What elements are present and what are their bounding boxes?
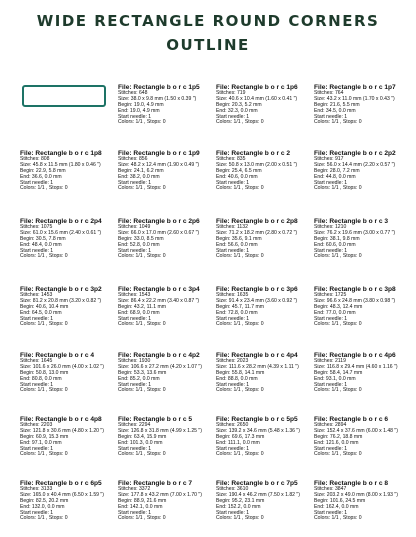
design-begin: Begin: 82.5, 20.2 mm <box>20 498 69 504</box>
design-begin: Begin: 30.5, 7.8 mm <box>20 236 66 242</box>
design-needle: Start needle: 1 <box>20 179 54 186</box>
design-colors: Colors: 1/1 , Stops: 0 <box>20 387 68 394</box>
design-size: Size: 111.6 x 28.2 mm (4.39 x 1.11 ") <box>216 364 299 371</box>
design-stitches: Stitches: 764 <box>314 90 344 97</box>
design-colors: Colors: 1/1 , Stops: 0 <box>20 253 68 260</box>
design-stitches: Stitches: 2294 <box>118 422 151 429</box>
design-size: Size: 91.4 x 23.4 mm (3.60 x 0.92 ") <box>216 298 298 305</box>
design-needle: Start needle: 1 <box>216 445 250 452</box>
design-colors: Colors: 1/1 , Stops: 0 <box>216 185 264 192</box>
design-file-name: File: Rectangle b o r c 4p6 <box>314 352 396 359</box>
design-needle: Start needle: 1 <box>314 113 348 120</box>
design-end: End: 44.8, 0.0 mm <box>314 173 356 180</box>
design-needle: Start needle: 1 <box>314 509 348 516</box>
design-begin: Begin: 20.3, 5.2 mm <box>216 102 262 108</box>
design-begin: Begin: 63.4, 15.9 mm <box>118 434 167 440</box>
design-size: Size: 43.2 x 11.0 mm (1.70 x 0.43 ") <box>314 96 395 103</box>
design-file-name: File: Rectangle b o r c 1p9 <box>118 150 200 157</box>
design-file-name: File: Rectangle b o r c 2p4 <box>20 218 102 225</box>
design-colors: Colors: 1/1 , Stops: 0 <box>216 387 264 394</box>
design-begin: Begin: 95.2, 23.1 mm <box>216 498 265 504</box>
design-stitches: Stitches: 648 <box>118 90 148 97</box>
design-needle: Start needle: 1 <box>216 179 250 186</box>
design-needle: Start needle: 1 <box>216 113 250 120</box>
design-stitches: Stitches: 1132 <box>216 224 248 231</box>
design-colors: Colors: 1/1 , Stops: 0 <box>216 253 264 260</box>
design-colors: Colors: 1/1 , Stops: 0 <box>20 451 68 458</box>
design-size: Size: 96.6 x 24.8 mm (3.80 x 0.98 ") <box>314 298 396 305</box>
design-file-name: File: Rectangle b o r c 4 <box>20 352 95 359</box>
design-file-name: File: Rectangle b o r c 1p8 <box>20 150 102 157</box>
design-info <box>314 286 396 328</box>
design-begin: Begin: 55.8, 14.1 mm <box>216 370 265 376</box>
design-needle: Start needle: 1 <box>20 445 54 452</box>
design-info <box>216 150 297 192</box>
design-size: Size: 38.0 x 9.8 mm (1.50 x 0.39 ") <box>118 96 197 103</box>
design-info <box>314 480 398 522</box>
design-file-name: File: Rectangle b o r c 3p4 <box>118 286 200 293</box>
design-end: End: 162.4, 0.0 mm <box>314 503 359 510</box>
design-needle: Start needle: 1 <box>216 509 250 516</box>
design-end: End: 72.8, 0.0 mm <box>216 309 258 316</box>
design-end: End: 19.0, 4.9 mm <box>118 107 160 114</box>
design-file-name: File: Rectangle b o r c 2 <box>216 150 291 157</box>
design-size: Size: 203.2 x 49.0 mm (8.00 x 1.93 ") <box>314 492 398 499</box>
design-stitches: Stitches: 1210 <box>314 224 347 231</box>
design-info <box>20 218 102 260</box>
design-file-name: File: Rectangle b o r c 3p6 <box>216 286 298 293</box>
design-stitches: Stitches: 917 <box>314 156 344 163</box>
design-size: Size: 48.2 x 12.4 mm (1.90 x 0.49 ") <box>118 162 200 169</box>
design-colors: Colors: 1/1 , Stops: 0 <box>314 119 362 126</box>
design-begin: Begin: 60.9, 15.3 mm <box>20 434 69 440</box>
design-stitches: Stitches: 2650 <box>216 422 249 429</box>
design-end: End: 132.0, 0.0 mm <box>20 503 65 510</box>
design-colors: Colors: 1/1 , Stops: 0 <box>314 185 362 192</box>
design-end: End: 111.1, 0.0 mm <box>216 439 260 446</box>
design-needle: Start needle: 1 <box>314 381 348 388</box>
design-size: Size: 177.8 x 43.2 mm (7.00 x 1.70 ") <box>118 492 202 499</box>
design-size: Size: 165.0 x 40.4 mm (6.50 x 1.59 ") <box>20 492 104 499</box>
design-end: End: 121.6, 0.0 mm <box>314 439 359 446</box>
design-file-name: File: Rectangle b o r c 4p8 <box>20 416 102 423</box>
design-colors: Colors: 1/1 , Stops: 0 <box>20 515 68 522</box>
design-stitches: Stitches: 2023 <box>216 358 249 365</box>
design-colors: Colors: 1/1 , Stops: 0 <box>314 451 362 458</box>
design-needle: Start needle: 1 <box>216 381 250 388</box>
design-colors: Colors: 1/1 , Stops: 0 <box>314 321 362 328</box>
design-info <box>20 150 102 192</box>
design-end: End: 101.3, 0.0 mm <box>118 439 163 446</box>
design-colors: Colors: 1/1 , Stops: 0 <box>118 119 166 126</box>
page-title: WIDE RECTANGLE ROUND CORNERS <box>36 12 380 30</box>
design-needle: Start needle: 1 <box>314 315 348 322</box>
design-size: Size: 56.0 x 14.4 mm (2.20 x 0.57 ") <box>314 162 396 169</box>
design-colors: Colors: 1/1 , Stops: 0 <box>314 515 362 522</box>
design-begin: Begin: 69.6, 17.3 mm <box>216 434 265 440</box>
design-end: End: 152.2, 0.0 mm <box>216 503 261 510</box>
design-stitches: Stitches: 1543 <box>118 292 151 299</box>
design-needle: Start needle: 1 <box>118 247 152 254</box>
design-size: Size: 45.8 x 11.5 mm (1.80 x 0.46 ") <box>20 162 101 169</box>
design-stitches: Stitches: 1725 <box>314 292 347 299</box>
design-size: Size: 81.2 x 20.8 mm (3.20 x 0.82 ") <box>20 298 102 305</box>
design-needle: Start needle: 1 <box>118 113 152 120</box>
design-stitches: Stitches: 835 <box>216 156 246 163</box>
design-info <box>20 480 104 522</box>
design-file-name: File: Rectangle b o r c 4p2 <box>118 352 200 359</box>
design-begin: Begin: 50.8, 13.0 mm <box>20 370 69 376</box>
design-file-name: File: Rectangle b o r c 2p2 <box>314 150 396 157</box>
design-file-name: File: Rectangle b o r c 6p5 <box>20 480 102 487</box>
design-file-name: File: Rectangle b o r c 6 <box>314 416 389 423</box>
design-colors: Colors: 1/1 , Stops: 0 <box>216 451 264 458</box>
design-colors: Colors: 1/1 , Stops: 0 <box>216 321 264 328</box>
design-end: End: 97.1, 0.0 mm <box>20 439 62 446</box>
design-stitches: Stitches: 3847 <box>314 486 347 493</box>
design-needle: Start needle: 1 <box>20 315 54 322</box>
design-begin: Begin: 40.6, 10.4 mm <box>20 304 69 310</box>
design-file-name: File: Rectangle b o r c 1p7 <box>314 84 396 91</box>
design-needle: Start needle: 1 <box>118 381 152 388</box>
design-info <box>216 286 298 328</box>
design-file-name: File: Rectangle b o r c 1p5 <box>118 84 200 91</box>
design-end: End: 36.6, 0.0 mm <box>20 173 62 180</box>
design-end: End: 93.1, 0.0 mm <box>314 375 356 382</box>
design-stitches: Stitches: 808 <box>20 156 50 163</box>
design-info <box>314 218 395 260</box>
design-info <box>118 218 200 260</box>
design-end: End: 85.2, 0.0 mm <box>118 375 160 382</box>
design-needle: Start needle: 1 <box>118 509 152 516</box>
design-file-name: File: Rectangle b o r c 1p6 <box>216 84 298 91</box>
design-info <box>20 352 104 394</box>
design-end: End: 80.8, 0.0 mm <box>20 375 62 382</box>
design-stitches: Stitches: 1930 <box>118 358 151 365</box>
design-begin: Begin: 43.2, 11.1 mm <box>118 304 167 310</box>
design-info <box>20 286 102 328</box>
design-begin: Begin: 53.3, 13.6 mm <box>118 370 167 376</box>
design-begin: Begin: 21.6, 5.5 mm <box>314 102 360 108</box>
design-info <box>216 218 298 260</box>
design-file-name: File: Rectangle b o r c 4p4 <box>216 352 298 359</box>
design-file-name: File: Rectangle b o r c 5 <box>118 416 193 423</box>
design-needle: Start needle: 1 <box>216 315 250 322</box>
design-colors: Colors: 1/1 , Stops: 0 <box>118 387 166 394</box>
design-file-name: File: Rectangle b o r c 2p8 <box>216 218 298 225</box>
design-colors: Colors: 1/1 , Stops: 0 <box>118 515 166 522</box>
design-needle: Start needle: 1 <box>314 179 348 186</box>
design-stitches: Stitches: 1453 <box>20 292 53 299</box>
design-info <box>118 84 200 126</box>
design-size: Size: 139.2 x 34.6 mm (5.48 x 1.36 ") <box>216 428 300 435</box>
design-size: Size: 101.6 x 26.0 mm (4.00 x 1.02 ") <box>20 364 104 371</box>
page-subtitle: OUTLINE <box>166 36 250 54</box>
design-colors: Colors: 1/1 , Stops: 0 <box>118 185 166 192</box>
design-needle: Start needle: 1 <box>216 247 250 254</box>
design-size: Size: 76.2 x 19.6 mm (3.00 x 0.77 ") <box>314 230 396 237</box>
design-info <box>216 480 300 522</box>
design-begin: Begin: 48.3, 12.4 mm <box>314 304 363 310</box>
design-begin: Begin: 38.1, 9.8 mm <box>314 236 360 242</box>
design-info <box>20 416 104 458</box>
design-begin: Begin: 24.1, 6.2 mm <box>118 168 164 174</box>
design-colors: Colors: 1/1 , Stops: 0 <box>118 253 166 260</box>
design-size: Size: 126.8 x 31.8 mm (4.99 x 1.25 ") <box>118 428 202 435</box>
design-info <box>118 416 202 458</box>
design-needle: Start needle: 1 <box>314 445 348 452</box>
design-info <box>216 352 299 394</box>
design-needle: Start needle: 1 <box>314 247 348 254</box>
design-colors: Colors: 1/1 , Stops: 0 <box>314 387 362 394</box>
design-begin: Begin: 76.2, 18.8 mm <box>314 434 363 440</box>
rectangle-preview <box>22 85 106 107</box>
design-begin: Begin: 35.6, 9.1 mm <box>216 236 262 242</box>
design-stitches: Stitches: 2119 <box>314 358 346 365</box>
design-info <box>118 150 200 192</box>
design-stitches: Stitches: 3372 <box>118 486 151 493</box>
design-begin: Begin: 25.4, 6.5 mm <box>216 168 262 174</box>
design-end: End: 64.5, 0.0 mm <box>20 309 62 316</box>
design-info <box>314 84 396 126</box>
design-size: Size: 86.4 x 22.2 mm (3.40 x 0.87 ") <box>118 298 200 305</box>
design-size: Size: 66.0 x 17.0 mm (2.60 x 0.67 ") <box>118 230 200 237</box>
design-info <box>118 352 202 394</box>
design-end: End: 32.3, 0.0 mm <box>216 107 258 114</box>
design-stitches: Stitches: 856 <box>118 156 148 163</box>
design-needle: Start needle: 1 <box>118 179 152 186</box>
design-size: Size: 190.4 x 46.2 mm (7.50 x 1.82 ") <box>216 492 300 499</box>
design-size: Size: 106.6 x 27.2 mm (4.20 x 1.07 ") <box>118 364 202 371</box>
design-info <box>118 286 200 328</box>
design-colors: Colors: 1/1 , Stops: 0 <box>216 119 264 126</box>
design-end: End: 68.9, 0.0 mm <box>118 309 160 316</box>
design-stitches: Stitches: 1049 <box>118 224 151 231</box>
design-needle: Start needle: 1 <box>20 509 54 516</box>
design-file-name: File: Rectangle b o r c 3p2 <box>20 286 102 293</box>
design-end: End: 38.2, 0.0 mm <box>118 173 160 180</box>
design-end: End: 56.6, 0.0 mm <box>216 241 258 248</box>
design-begin: Begin: 101.6, 24.5 mm <box>314 498 366 504</box>
design-end: End: 52.8, 0.0 mm <box>118 241 160 248</box>
design-size: Size: 50.8 x 13.0 mm (2.00 x 0.51 ") <box>216 162 298 169</box>
design-size: Size: 61.0 x 15.6 mm (2.40 x 0.61 ") <box>20 230 102 237</box>
design-stitches: Stitches: 3610 <box>216 486 249 493</box>
design-info <box>216 416 300 458</box>
design-info <box>314 416 398 458</box>
design-size: Size: 40.6 x 10.4 mm (1.60 x 0.41 ") <box>216 96 298 103</box>
design-info <box>314 150 396 192</box>
design-file-name: File: Rectangle b o r c 3p8 <box>314 286 396 293</box>
design-colors: Colors: 1/1 , Stops: 0 <box>20 185 68 192</box>
design-begin: Begin: 28.0, 7.2 mm <box>314 168 360 174</box>
design-colors: Colors: 1/1 , Stops: 0 <box>216 515 264 522</box>
design-stitches: Stitches: 1635 <box>216 292 249 299</box>
design-file-name: File: Rectangle b o r c 7 <box>118 480 193 487</box>
design-needle: Start needle: 1 <box>20 247 54 254</box>
design-file-name: File: Rectangle b o r c 8 <box>314 480 389 487</box>
design-needle: Start needle: 1 <box>20 381 54 388</box>
design-info <box>118 480 202 522</box>
design-file-name: File: Rectangle b o r c 5p5 <box>216 416 298 423</box>
design-stitches: Stitches: 1645 <box>20 358 53 365</box>
design-begin: Begin: 19.0, 4.9 mm <box>118 102 164 108</box>
design-end: End: 34.5, 0.0 mm <box>314 107 356 114</box>
design-begin: Begin: 22.9, 5.8 mm <box>20 168 66 174</box>
design-info <box>314 352 398 394</box>
design-needle: Start needle: 1 <box>118 445 152 452</box>
design-end: End: 88.8, 0.0 mm <box>216 375 258 382</box>
design-end: End: 60.6, 0.0 mm <box>314 241 356 248</box>
design-stitches: Stitches: 719 <box>216 90 246 97</box>
design-stitches: Stitches: 2203 <box>20 422 53 429</box>
design-info <box>216 84 298 126</box>
design-end: End: 142.1, 0.0 mm <box>118 503 163 510</box>
design-size: Size: 152.4 x 37.6 mm (6.00 x 1.48 ") <box>314 428 398 435</box>
design-size: Size: 116.8 x 29.4 mm (4.60 x 1.16 ") <box>314 364 398 371</box>
design-end: End: 48.4, 0.0 mm <box>20 241 62 248</box>
design-file-name: File: Rectangle b o r c 7p5 <box>216 480 298 487</box>
design-end: End: 77.0, 0.0 mm <box>314 309 356 316</box>
design-file-name: File: Rectangle b o r c 2p6 <box>118 218 200 225</box>
design-colors: Colors: 1/1 , Stops: 0 <box>314 253 362 260</box>
design-colors: Colors: 1/1 , Stops: 0 <box>118 451 166 458</box>
design-begin: Begin: 58.4, 14.7 mm <box>314 370 363 376</box>
design-file-name: File: Rectangle b o r c 3 <box>314 218 389 225</box>
design-end: End: 40.6, 0.0 mm <box>216 173 258 180</box>
design-stitches: Stitches: 2894 <box>314 422 347 429</box>
design-stitches: Stitches: 3133 <box>20 486 53 493</box>
design-begin: Begin: 33.0, 8.5 mm <box>118 236 164 242</box>
design-begin: Begin: 45.7, 11.7 mm <box>216 304 265 310</box>
design-stitches: Stitches: 1075 <box>20 224 53 231</box>
design-colors: Colors: 1/1 , Stops: 0 <box>118 321 166 328</box>
design-needle: Start needle: 1 <box>118 315 152 322</box>
design-size: Size: 71.2 x 18.2 mm (2.80 x 0.72 ") <box>216 230 298 237</box>
design-begin: Begin: 88.9, 21.6 mm <box>118 498 167 504</box>
design-colors: Colors: 1/1 , Stops: 0 <box>20 321 68 328</box>
design-size: Size: 121.8 x 30.6 mm (4.80 x 1.20 ") <box>20 428 104 435</box>
